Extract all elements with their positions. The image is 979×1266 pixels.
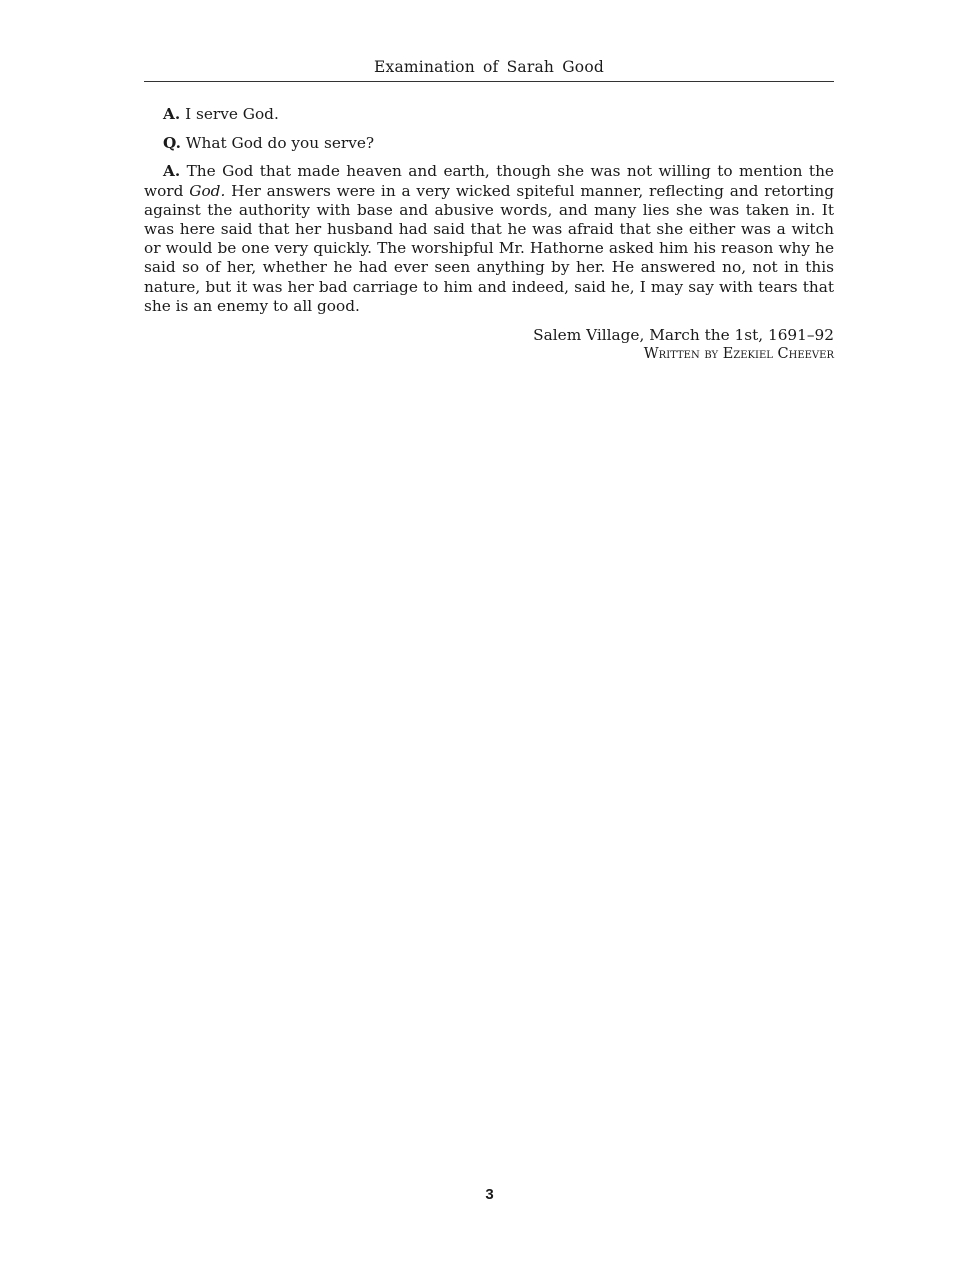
speaker-label: Q. [163, 133, 181, 152]
exchange-text: What God do you serve? [185, 133, 375, 152]
header-title: Examination of Sarah Good [374, 58, 604, 76]
running-header [144, 57, 834, 82]
closing-place-date: Salem Village, March the 1st, 1691–92 [533, 325, 834, 344]
exchange-text-after: Her answers were in a very wicked spiteful manner, reflecting and retorting against the authority with base and abusive words, and many lies she was taken in. It was here said that her husband had said that he was afraid that she either was a witch or would be one very quickly. The worshipful Mr. Hathorne asked him his reason why he said so of her, whether he had ever seen anything by her. He answered no, not in this nature, but it was her bad carriage to him and indeed, said he, I may say with tears that she is an enemy to all good. [144, 181, 834, 315]
exchange-text: I serve God. [185, 105, 279, 123]
speaker-label: A. [163, 105, 181, 123]
page-number: 3 [485, 1186, 494, 1203]
exchange-answer-1 [144, 105, 834, 124]
document-body [144, 105, 834, 364]
speaker-label: A. [163, 162, 181, 181]
exchange-emphasis: God. [189, 181, 226, 200]
closing-author: Written by Ezekiel Cheever [643, 345, 834, 362]
exchange-answer-2 [144, 162, 834, 316]
exchange-text-before: The God that made heaven and earth, though she was not willing to mention the word [144, 162, 834, 200]
exchange-question-1 [144, 134, 834, 153]
closing-block [144, 326, 834, 364]
